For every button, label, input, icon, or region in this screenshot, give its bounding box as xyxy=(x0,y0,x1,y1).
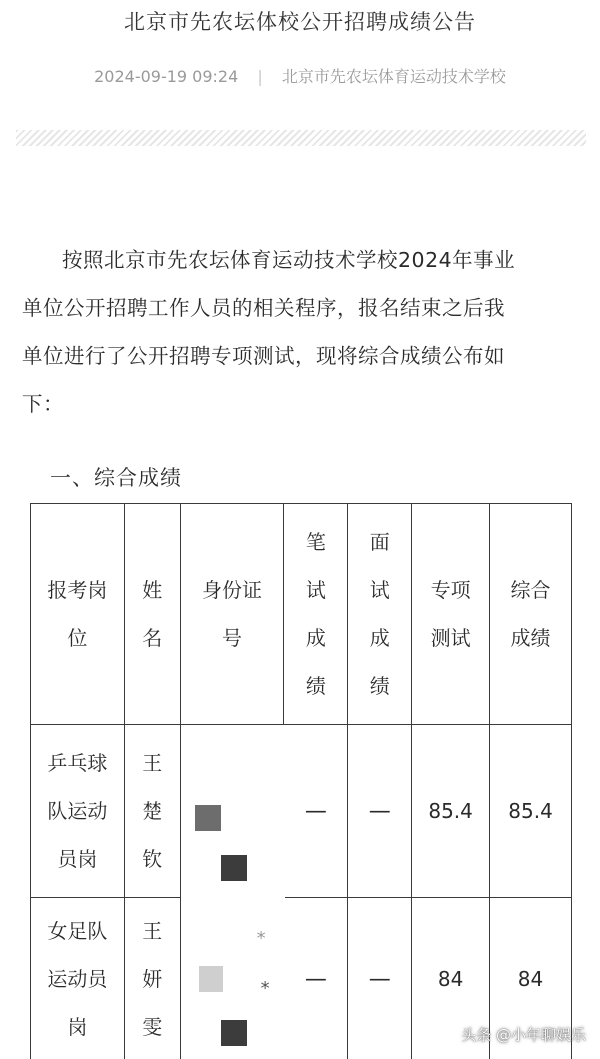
cell-interview: — xyxy=(348,898,412,1059)
header-total: 综合 成绩 xyxy=(490,504,572,725)
header-special: 专项 测试 xyxy=(412,504,490,725)
table-row xyxy=(31,725,572,898)
cell-name: 王 楚 钦 xyxy=(124,725,180,898)
header-interview: 面 试 成 绩 xyxy=(348,504,412,725)
table-header-row xyxy=(31,504,572,725)
meta-separator: | xyxy=(257,67,263,86)
scores-table xyxy=(30,503,572,1059)
cell-special: 85.4 xyxy=(412,725,490,898)
cell-position: 女足队 运动员 岗 xyxy=(31,898,125,1059)
watermark: 头条 @小年聊娱乐 xyxy=(461,1026,586,1044)
intro-paragraph xyxy=(22,236,582,428)
redaction-block xyxy=(221,1020,247,1046)
paragraph-line: 单位进行了公开招聘专项测试，现将综合成绩公布如 xyxy=(22,344,505,368)
cell-written: — xyxy=(284,898,348,1059)
publish-datetime: 2024-09-19 09:24 xyxy=(94,67,239,86)
header-id: 身份证 号 xyxy=(180,504,284,725)
section-title: 一、综合成绩 xyxy=(50,466,182,490)
divider xyxy=(16,130,586,146)
cell-written: — xyxy=(284,725,348,898)
cell-total: 85.4 xyxy=(490,725,572,898)
article-meta xyxy=(0,64,600,87)
masked-star: * xyxy=(256,928,266,949)
header-position: 报考岗 位 xyxy=(31,504,125,725)
source-link[interactable]: 北京市先农坛体育运动技术学校 xyxy=(281,67,506,86)
redaction-block xyxy=(221,855,247,881)
masked-star: * xyxy=(260,978,270,999)
header-written: 笔 试 成 绩 xyxy=(284,504,348,725)
article-title: 北京市先农坛体校公开招聘成绩公告 xyxy=(124,10,476,34)
header-name: 姓 名 xyxy=(124,504,180,725)
cell-name: 王 妍 雯 xyxy=(124,898,180,1059)
paragraph-line: 按照北京市先农坛体育运动技术学校2024年事业 xyxy=(62,248,516,272)
cell-position: 乒乓球 队运动 员岗 xyxy=(31,725,125,898)
paragraph-line: 下： xyxy=(22,392,64,416)
cell-id-masked xyxy=(180,725,284,898)
redaction-block xyxy=(195,805,221,831)
redaction-block xyxy=(199,966,223,992)
cell-interview: — xyxy=(348,725,412,898)
cell-id-masked xyxy=(180,898,284,1059)
cell-special: 84 xyxy=(412,898,490,1059)
paragraph-line: 单位公开招聘工作人员的相关程序，报名结束之后我 xyxy=(22,296,505,320)
cell-total: 84 xyxy=(490,898,572,1059)
